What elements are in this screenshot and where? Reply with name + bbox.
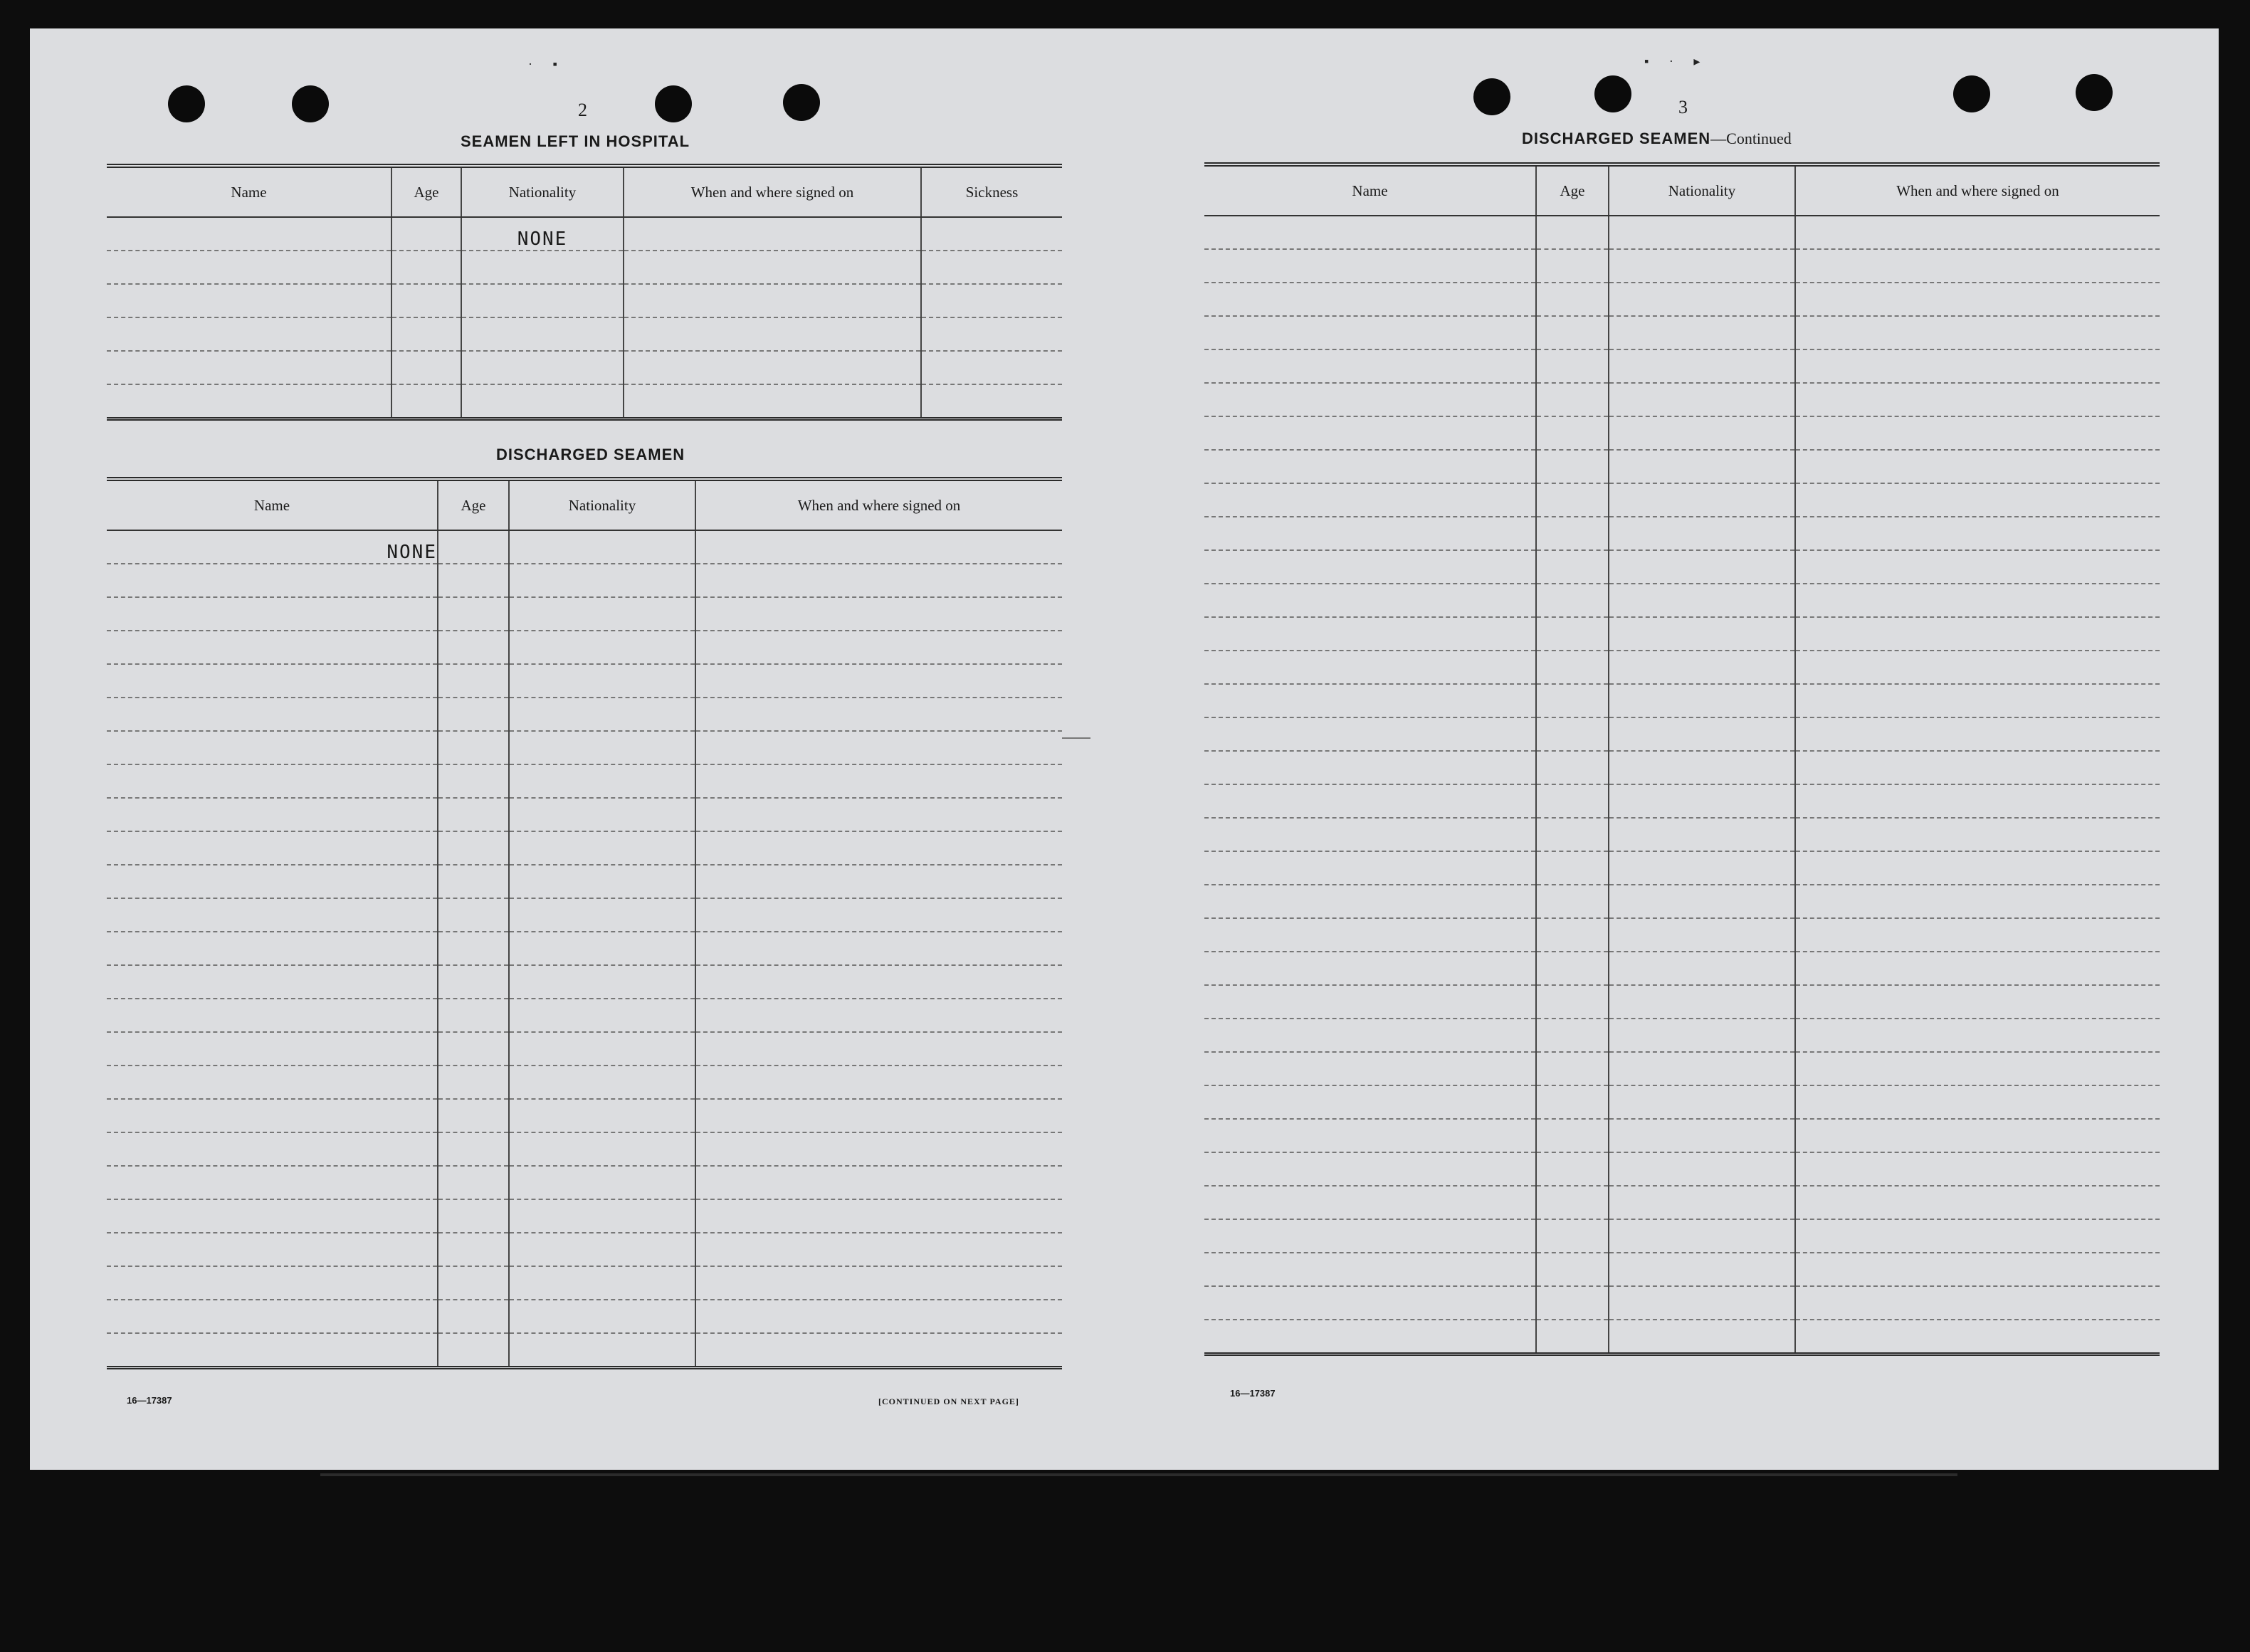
table-row [1204,651,2160,684]
table-row [1204,1085,2160,1119]
column-header-age: Age [438,479,509,530]
page-number-left: 2 [578,100,587,120]
table-row [107,1032,1062,1066]
column-header-nationality: Nationality [461,166,624,217]
column-header-nationality: Nationality [1609,164,1795,216]
table-row [107,664,1062,698]
table-row [1204,751,2160,784]
table-row [107,251,1062,284]
punch-hole [292,85,329,122]
table-row [107,1333,1062,1368]
table-row [1204,1052,2160,1085]
table-row [107,631,1062,664]
punch-hole [1594,75,1631,112]
discharged-title-main: DISCHARGED SEAMEN [1522,130,1711,147]
table-row [107,731,1062,764]
table-row [1204,416,2160,450]
table-row [1204,1320,2160,1354]
table-row [107,597,1062,631]
table-row [107,965,1062,999]
table-row [1204,1186,2160,1219]
table-row [1204,283,2160,316]
table-row [1204,1286,2160,1320]
table-row [1204,717,2160,751]
punch-hole [2076,74,2113,111]
column-header-nationality: Nationality [509,479,695,530]
table-row [1204,349,2160,383]
punch-hole [1953,75,1990,112]
table-row [1204,784,2160,818]
typed-entry-none: NONE [107,530,438,564]
table-header-row [107,479,1062,530]
column-header-signed-on: When and where signed on [695,479,1062,530]
punch-hole [168,85,205,122]
table-row [107,1199,1062,1233]
table-row [1204,550,2160,584]
table-header-row [107,166,1062,217]
column-header-name: Name [107,166,391,217]
table-row [107,1300,1062,1333]
discharged-continued-title [1522,130,1792,148]
table-row [1204,851,2160,885]
hospital-section-title: SEAMEN LEFT IN HOSPITAL [461,132,690,150]
punch-hole [655,85,692,122]
table-row [1204,952,2160,985]
table-row [1204,1119,2160,1152]
table-row [107,1132,1062,1166]
hospital-table [107,164,1062,421]
table-row [1204,584,2160,617]
table-row [1204,1019,2160,1052]
table-row [1204,1219,2160,1253]
table-row [107,1233,1062,1266]
column-header-name: Name [1204,164,1536,216]
table-row [107,1266,1062,1300]
punch-hole [1473,78,1510,115]
table-row [107,317,1062,351]
table-row [107,898,1062,932]
discharged-table [107,477,1062,1369]
table-row [1204,1152,2160,1186]
table-row [107,1066,1062,1099]
table-row [1204,216,2160,249]
column-header-signed-on: When and where signed on [1795,164,2160,216]
column-header-sickness: Sickness [921,166,1062,217]
discharged-continued-table [1204,162,2160,1356]
table-row [107,217,1062,251]
scanned-document-sheet [30,28,2219,1470]
table-row [107,798,1062,831]
punch-hole [783,84,820,121]
table-row [107,564,1062,597]
table-row [1204,985,2160,1019]
form-number-right: 16—17387 [1230,1388,1276,1399]
table-row [1204,450,2160,483]
table-row [107,698,1062,731]
paper-specks: ▪ · ▸ [1644,54,1709,68]
column-header-age: Age [1536,164,1609,216]
table-row [1204,249,2160,283]
discharged-section-title: DISCHARGED SEAMEN [496,446,685,463]
table-row [107,932,1062,965]
scan-edge-scrap [320,1473,1957,1476]
table-row [1204,483,2160,517]
table-row [107,530,1062,564]
table-row [1204,1253,2160,1286]
table-row [1204,885,2160,918]
table-row [107,351,1062,384]
column-header-name: Name [107,479,438,530]
table-row [107,1166,1062,1199]
table-row [107,999,1062,1032]
page-number-right: 3 [1678,97,1688,117]
continued-note: [CONTINUED ON NEXT PAGE] [878,1396,1019,1406]
column-header-age: Age [391,166,461,217]
table-row [107,284,1062,317]
table-row [107,384,1062,419]
form-number-left: 16—17387 [127,1395,172,1406]
discharged-title-continued: —Continued [1710,130,1792,147]
table-row [1204,818,2160,851]
table-row [1204,684,2160,717]
table-row [107,865,1062,898]
table-row [1204,918,2160,952]
column-header-signed-on: When and where signed on [624,166,921,217]
paper-specks: · ▪ [528,57,566,71]
table-row [107,1099,1062,1132]
table-row [107,831,1062,865]
typed-entry-none: NONE [461,217,624,251]
table-row [107,764,1062,798]
table-row [1204,383,2160,416]
table-header-row [1204,164,2160,216]
table-row [1204,517,2160,550]
gutter-mark [1062,737,1090,739]
table-row [1204,316,2160,349]
table-row [1204,617,2160,651]
